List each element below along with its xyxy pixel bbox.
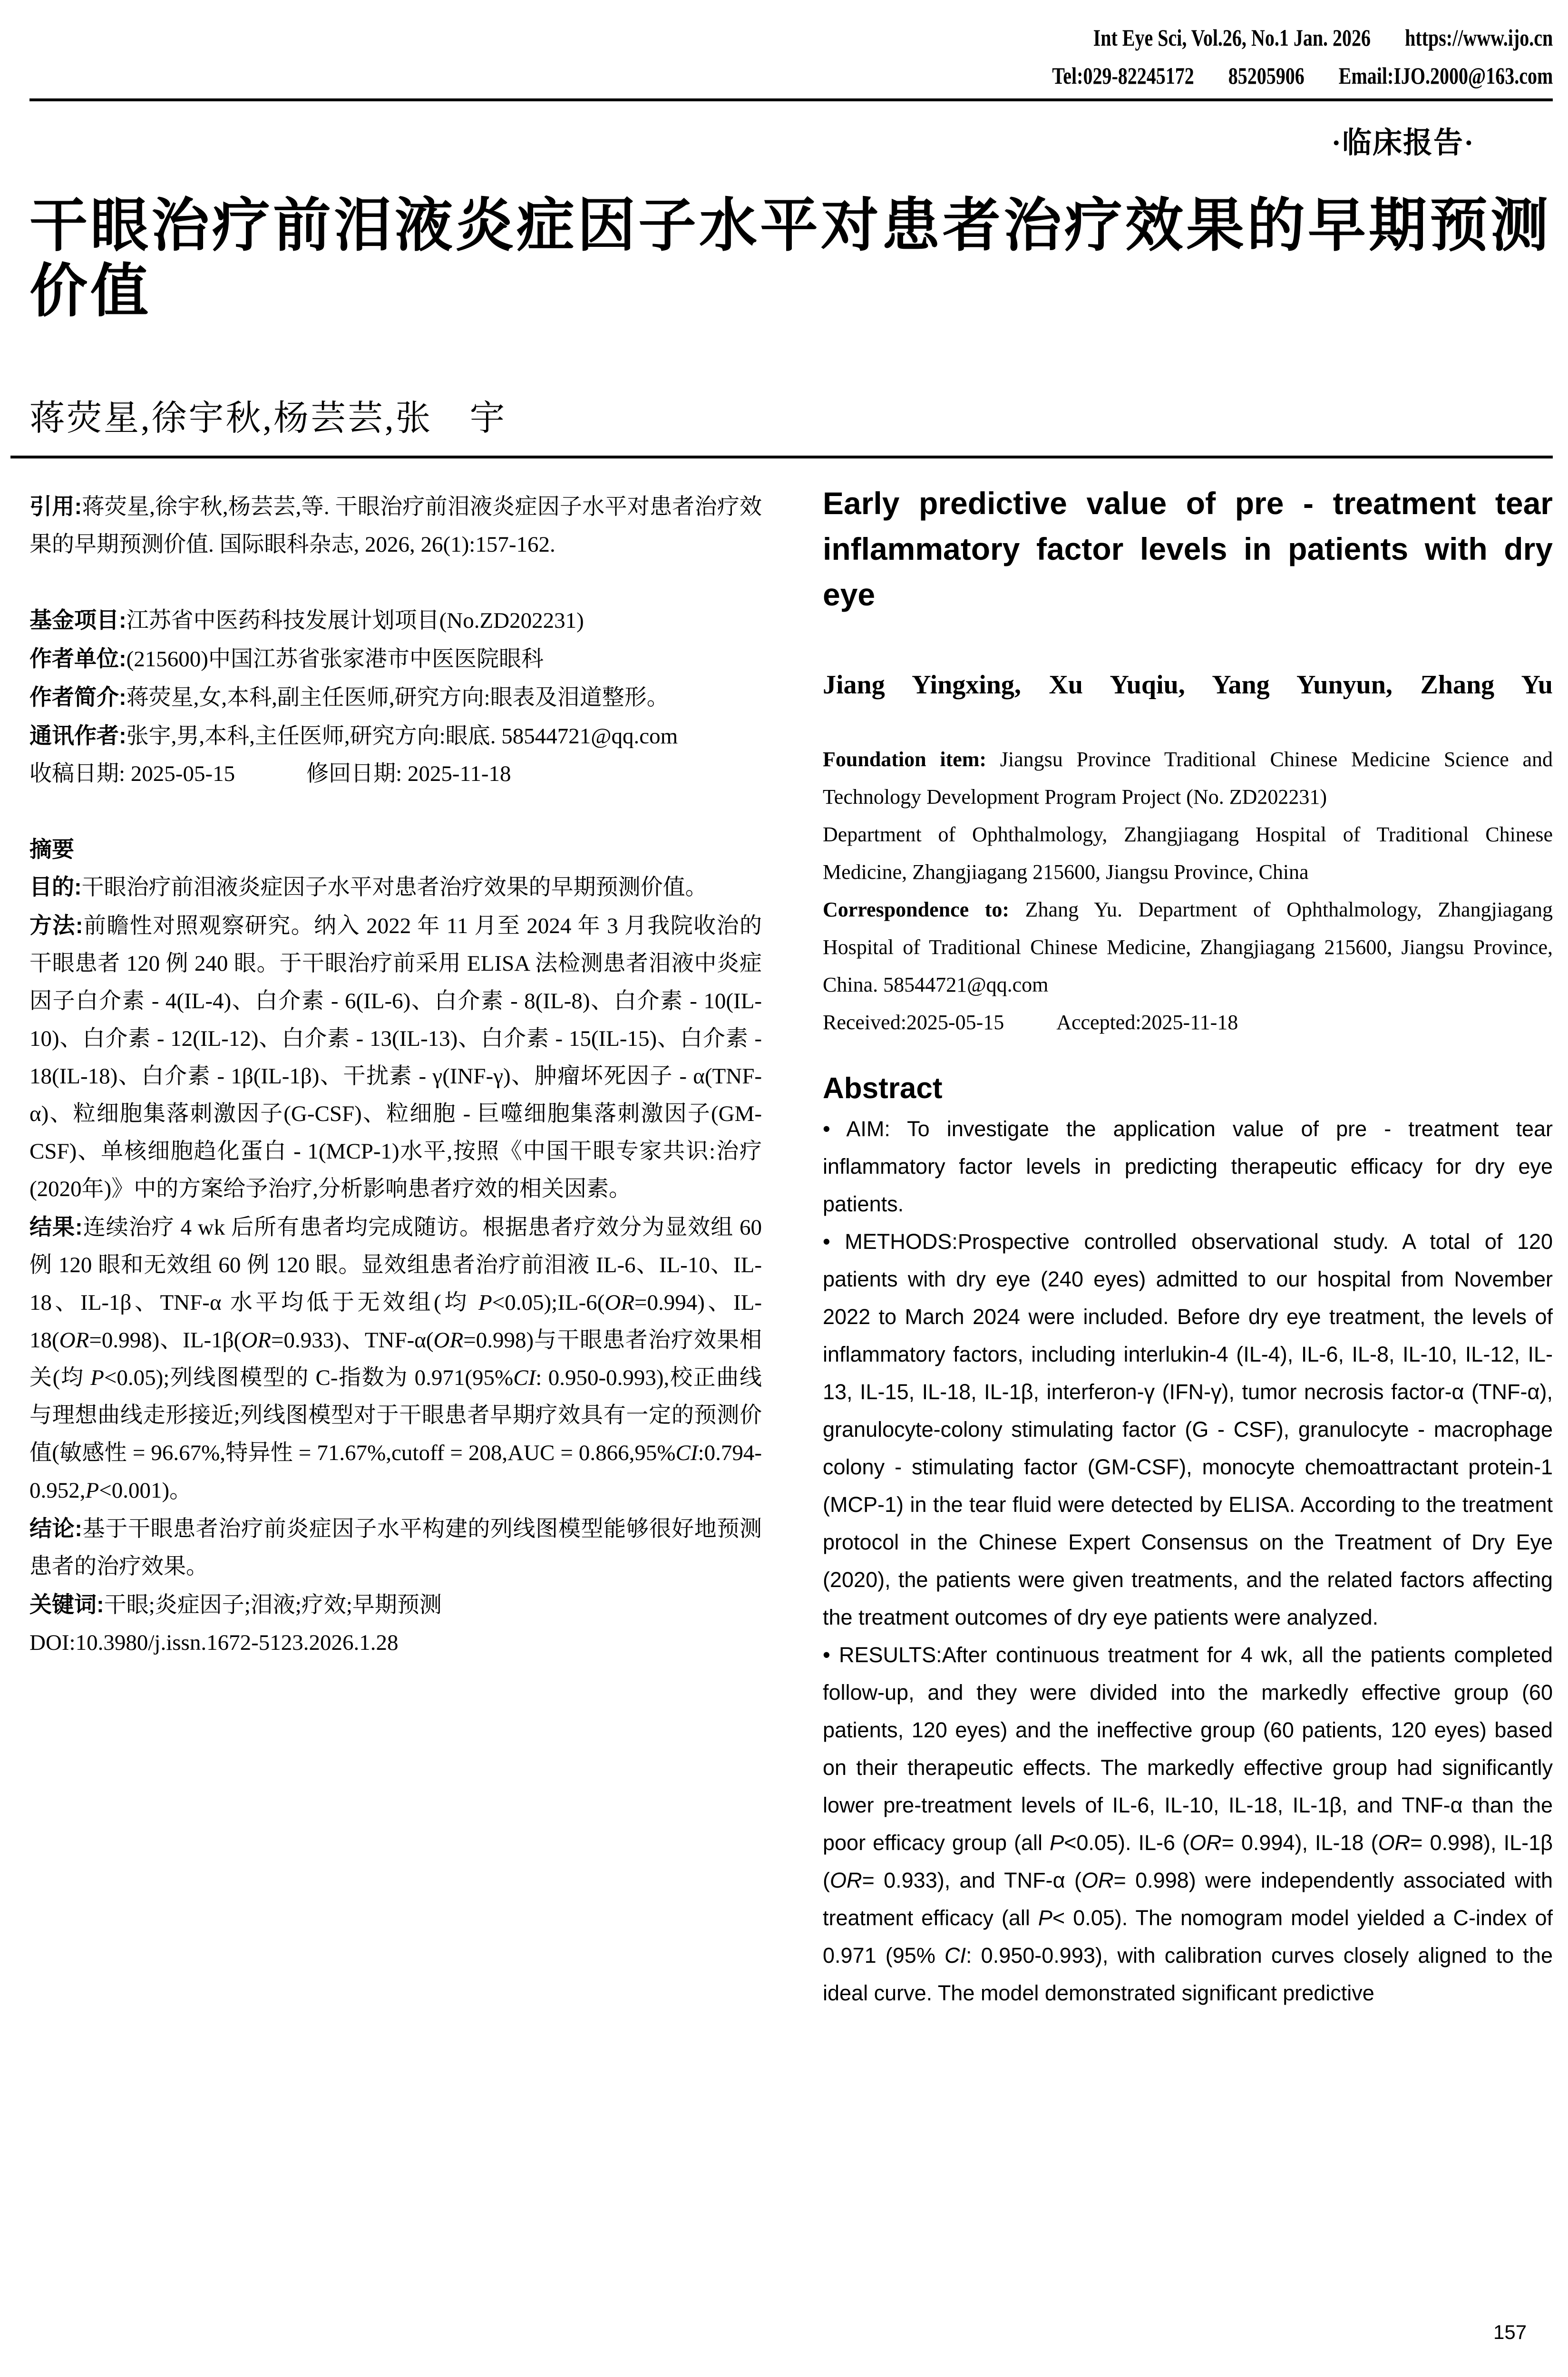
running-header-line2 <box>1052 62 1553 89</box>
abstract-results-cn <box>29 1208 762 1510</box>
results-label-cn: 结果: <box>29 1214 83 1239</box>
keywords-label-cn: 关键词: <box>29 1592 104 1617</box>
header-rule <box>29 98 1553 101</box>
abstract-aim-cn <box>29 868 762 906</box>
journal-email-link[interactable]: Email:IJO.2000@163.com <box>1338 62 1553 89</box>
text-run: = 0.998) were independently associated with treatment efficacy (all <box>823 1868 1553 1930</box>
article-title-cn: 干眼治疗前泪液炎症因子水平对患者治疗效果的早期预测价值 <box>29 193 1551 323</box>
aim-text-en: To investigate the application value of pre - treatment tear inflammatory factor levels in predicting therapeutic efficacy for dry eye patients. <box>823 1117 1553 1216</box>
corr-label: 通讯作者: <box>29 723 127 748</box>
stat-symbol: P <box>1050 1831 1064 1855</box>
stat-symbol: OR <box>830 1868 862 1892</box>
fund-text: 江苏省中医药科技发展计划项目(No.ZD202231) <box>126 608 584 633</box>
text-run: : 0.950-0.993),校正曲线与理想曲线走形接近;列线图模型对于干眼患者早期疗效具有一定的预测价值(敏感性 = 96.67%,特异性 = 71.67%,cutoff = 208,AUC = 0.866,95% <box>29 1365 762 1465</box>
correspondence-en <box>823 891 1553 1003</box>
journal-citation-line: Int Eye Sci, Vol.26, No.1 Jan. 2026 <box>1093 24 1371 51</box>
results-text-cn <box>29 1215 762 1503</box>
citation <box>29 487 762 564</box>
received-date: 收稿日期: 2025-05-15 <box>29 761 235 786</box>
foundation-label-en: Foundation item: <box>823 748 987 771</box>
doi-text[interactable]: DOI:10.3980/j.issn.1672-5123.2026.1.28 <box>29 1630 399 1655</box>
author-unit <box>29 640 762 678</box>
journal-tel: Tel:029-82245172 <box>1052 62 1194 89</box>
text-run: = 0.933), and TNF-α ( <box>862 1868 1081 1892</box>
page-number: 157 <box>1493 2321 1527 2343</box>
left-column-cn <box>29 487 762 1662</box>
bio-label: 作者简介: <box>29 684 127 710</box>
stat-symbol: P <box>90 1365 104 1390</box>
foundation-block-en <box>823 740 1553 1041</box>
methods-text-cn: 前瞻性对照观察研究。纳入 2022 年 11 月至 2024 年 3 月我院收治的干眼患者 120 例 240 眼。于干眼治疗前采用 ELISA 法检测患者泪液中炎症因子白介素 - 4(IL-4)、白介素 - 6(IL-6)、白介素 - 8(IL-8)、白介素 - 10(IL-10)、白介素 - 12(IL-12)、白介素 - 13(IL-13)、白介素 - 15(IL-15)、白介素 - 18(IL-18)、白介素 - 1β(IL-1β)、干扰素 - γ(INF-γ)、肿瘤坏死因子 - α(TNF-α)、粒细胞集落刺激因子(G-CSF)、粒细胞 - 巨噬细胞集落刺激因子(GM-CSF)、单核细胞趋化蛋白 - 1(MCP-1)水平,按照《中国干眼专家共识:治疗(2020年)》中的方案给予治疗,分析影响患者疗效的相关因素。 <box>29 914 762 1201</box>
journal-tel2: 85205906 <box>1228 62 1305 89</box>
conclusion-text-cn: 基于干眼患者治疗前炎症因子水平构建的列线图模型能够很好地预测患者的治疗效果。 <box>29 1517 762 1579</box>
text-run: :0.794-0.952, <box>29 1441 762 1503</box>
accepted-date-en: Accepted:2025-11-18 <box>1056 1011 1238 1034</box>
text-run: <0.05). IL-6 ( <box>1064 1831 1190 1855</box>
stat-symbol: P <box>1038 1906 1052 1930</box>
abstract-methods-cn <box>29 906 762 1208</box>
methods-text-en: Prospective controlled observational study. A total of 120 patients with dry eye (240 eyes) admitted to our hospital from November 2022 to March 2024 were included. Before dry eye treatment, the levels of inflammatory factors, including interlukin-4 (IL-4), IL-6, IL-8, IL-10, IL-12, IL-13, IL-15, IL-18, IL-1β, interferon-γ (IFN-γ), tumor necrosis factor-α (TNF-α), granulocyte-colony stimulating factor (G - CSF), granulocyte - macrophage colony - stimulating factor (GM-CSF), monocyte chemoattractant protein-1 (MCP-1) in the tear fluid were detected by ELISA. According to the treatment protocol in the Chinese Expert Consensus on the Treatment of Dry Eye (2020), the patients were given treatments, and the related factors affecting the treatment outcomes of dry eye patients were analyzed. <box>823 1229 1553 1629</box>
running-header-line1 <box>1093 24 1553 51</box>
journal-website-link[interactable]: https://www.ijo.cn <box>1404 24 1553 51</box>
corresponding-author <box>29 717 762 755</box>
abstract-aim-en <box>823 1110 1553 1223</box>
section-tag: ·临床报告· <box>1331 127 1475 159</box>
author-bio <box>29 678 762 717</box>
keywords-text-cn: 干眼;炎症因子;泪液;疗效;早期预测 <box>104 1593 442 1617</box>
department-en: Department of Ophthalmology, Zhangjiagang Hospital of Traditional Chinese Medicine, Zhangjiagang 215600, Jiangsu Province, China <box>823 823 1553 884</box>
abstract-results-en <box>823 1636 1553 2012</box>
stat-symbol: OR <box>241 1328 271 1353</box>
revised-date: 修回日期: 2025-11-18 <box>306 761 511 786</box>
stat-symbol: OR <box>1081 1868 1114 1892</box>
aim-label-en: • AIM: <box>823 1117 890 1141</box>
stat-symbol: OR <box>59 1328 89 1353</box>
correspondence-label-en: Correspondence to: <box>823 898 1010 921</box>
fund-item <box>29 601 762 640</box>
text-run: <0.05);列线图模型的 C-指数为 0.971(95% <box>104 1365 514 1390</box>
text-run: =0.998)与干眼患者治疗效果相关(均 <box>29 1328 762 1390</box>
text-run: = 0.994), IL-18 ( <box>1221 1831 1378 1855</box>
title-rule <box>10 456 1553 458</box>
received-date-en: Received:2025-05-15 <box>823 1011 1004 1034</box>
text-run: <0.001)。 <box>99 1478 192 1503</box>
right-column-en <box>823 480 1553 2012</box>
aim-label-cn: 目的: <box>29 874 82 899</box>
abstract-heading-en: Abstract <box>823 1072 943 1105</box>
text-run: < 0.05). The nomogram model yielded a C-index of 0.971 (95% <box>823 1906 1553 1968</box>
text-run: 连续治疗 4 wk 后所有患者均完成随访。根据患者疗效分为显效组 60 例 120 眼和无效组 60 例 120 眼。显效组患者治疗前泪液 IL-6、IL-10、IL-18、IL-1β、TNF-α 水平均低于无效组(均 <box>29 1215 762 1315</box>
conclusion-label-cn: 结论: <box>29 1516 82 1541</box>
stat-symbol: CI <box>675 1441 698 1465</box>
abstract-heading-cn: 摘要 <box>29 837 74 862</box>
stat-symbol: OR <box>433 1328 464 1353</box>
doi[interactable] <box>29 1624 762 1662</box>
citation-text: 蒋荧星,徐宇秋,杨芸芸,等. 干眼治疗前泪液炎症因子水平对患者治疗效果的早期预测价值. 国际眼科杂志, 2026, 26(1):157-162. <box>29 495 762 557</box>
stat-symbol: OR <box>1189 1831 1222 1855</box>
stat-symbol: CI <box>945 1943 966 1968</box>
stat-symbol: P <box>478 1290 492 1315</box>
keywords-cn <box>29 1586 762 1624</box>
stat-symbol: OR <box>604 1290 635 1315</box>
text-run: =0.994)、IL-18( <box>29 1290 762 1353</box>
text-run: : 0.950-0.993), with calibration curves closely aligned to the ideal curve. The model demonstrated significant predictive <box>823 1943 1553 2005</box>
methods-label-cn: 方法: <box>29 913 83 938</box>
text-run: =0.998)、IL-1β( <box>89 1328 242 1353</box>
foundation-item-en <box>823 740 1553 816</box>
citation-label: 引用: <box>29 494 82 519</box>
correspondence-text-en: Zhang Yu. Department of Ophthalmology, Zhangjiagang Hospital of Traditional Chinese Medicine, Zhangjiagang 215600, Jiangsu Province, China. 58544721@qq.com <box>823 898 1553 996</box>
abstract-en <box>823 1067 1553 2012</box>
dates-row <box>29 755 762 793</box>
text-run: <0.05);IL-6( <box>492 1290 605 1315</box>
aim-text-cn: 干眼治疗前泪液炎症因子水平对患者治疗效果的早期预测价值。 <box>81 875 708 900</box>
unit-text: (215600)中国江苏省张家港市中医医院眼科 <box>126 647 544 672</box>
stat-symbol: OR <box>1378 1831 1411 1855</box>
text-run: After continuous treatment for 4 wk, all the patients completed follow-up, and they were divided into the markedly effective group (60 patients, 120 eyes) and the ineffective group (60 patients, 120 eyes) based on their therapeutic effects. The markedly effective group had significantly lower pre-treatment levels of IL-6, IL-10, IL-18, IL-1β, and TNF-α than the poor efficacy group (all <box>823 1643 1553 1855</box>
text-run: =0.933)、TNF-α( <box>271 1328 434 1353</box>
abstract-methods-en <box>823 1223 1553 1636</box>
stat-symbol: P <box>85 1478 99 1503</box>
dates-row-en <box>823 1003 1553 1041</box>
text-run: = 0.998), IL-1β ( <box>823 1831 1553 1892</box>
corr-text: 张宇,男,本科,主任医师,研究方向:眼底. 58544721@qq.com <box>126 724 678 749</box>
abstract-conclusion-cn <box>29 1510 762 1586</box>
authors-en: Jiang Yingxing, Xu Yuqiu, Yang Yunyun, Zhang Yu <box>823 670 1553 700</box>
stat-symbol: CI <box>513 1365 536 1390</box>
methods-label-en: • METHODS: <box>823 1229 958 1254</box>
fund-label: 基金项目: <box>29 607 127 633</box>
authors-cn: 蒋荧星,徐宇秋,杨芸芸,张 宇 <box>29 399 507 438</box>
results-label-en: • RESULTS: <box>823 1643 942 1667</box>
article-title-en: Early predictive value of pre - treatment tear inflammatory factor levels in patients with dry eye <box>823 486 1553 612</box>
unit-label: 作者单位: <box>29 646 127 671</box>
results-text-en <box>823 1643 1553 2005</box>
bio-text: 蒋荧星,女,本科,副主任医师,研究方向:眼表及泪道整形。 <box>126 685 669 710</box>
foundation-text-en: Jiangsu Province Traditional Chinese Medicine Science and Technology Development Program Project (No. ZD202231) <box>823 748 1553 809</box>
